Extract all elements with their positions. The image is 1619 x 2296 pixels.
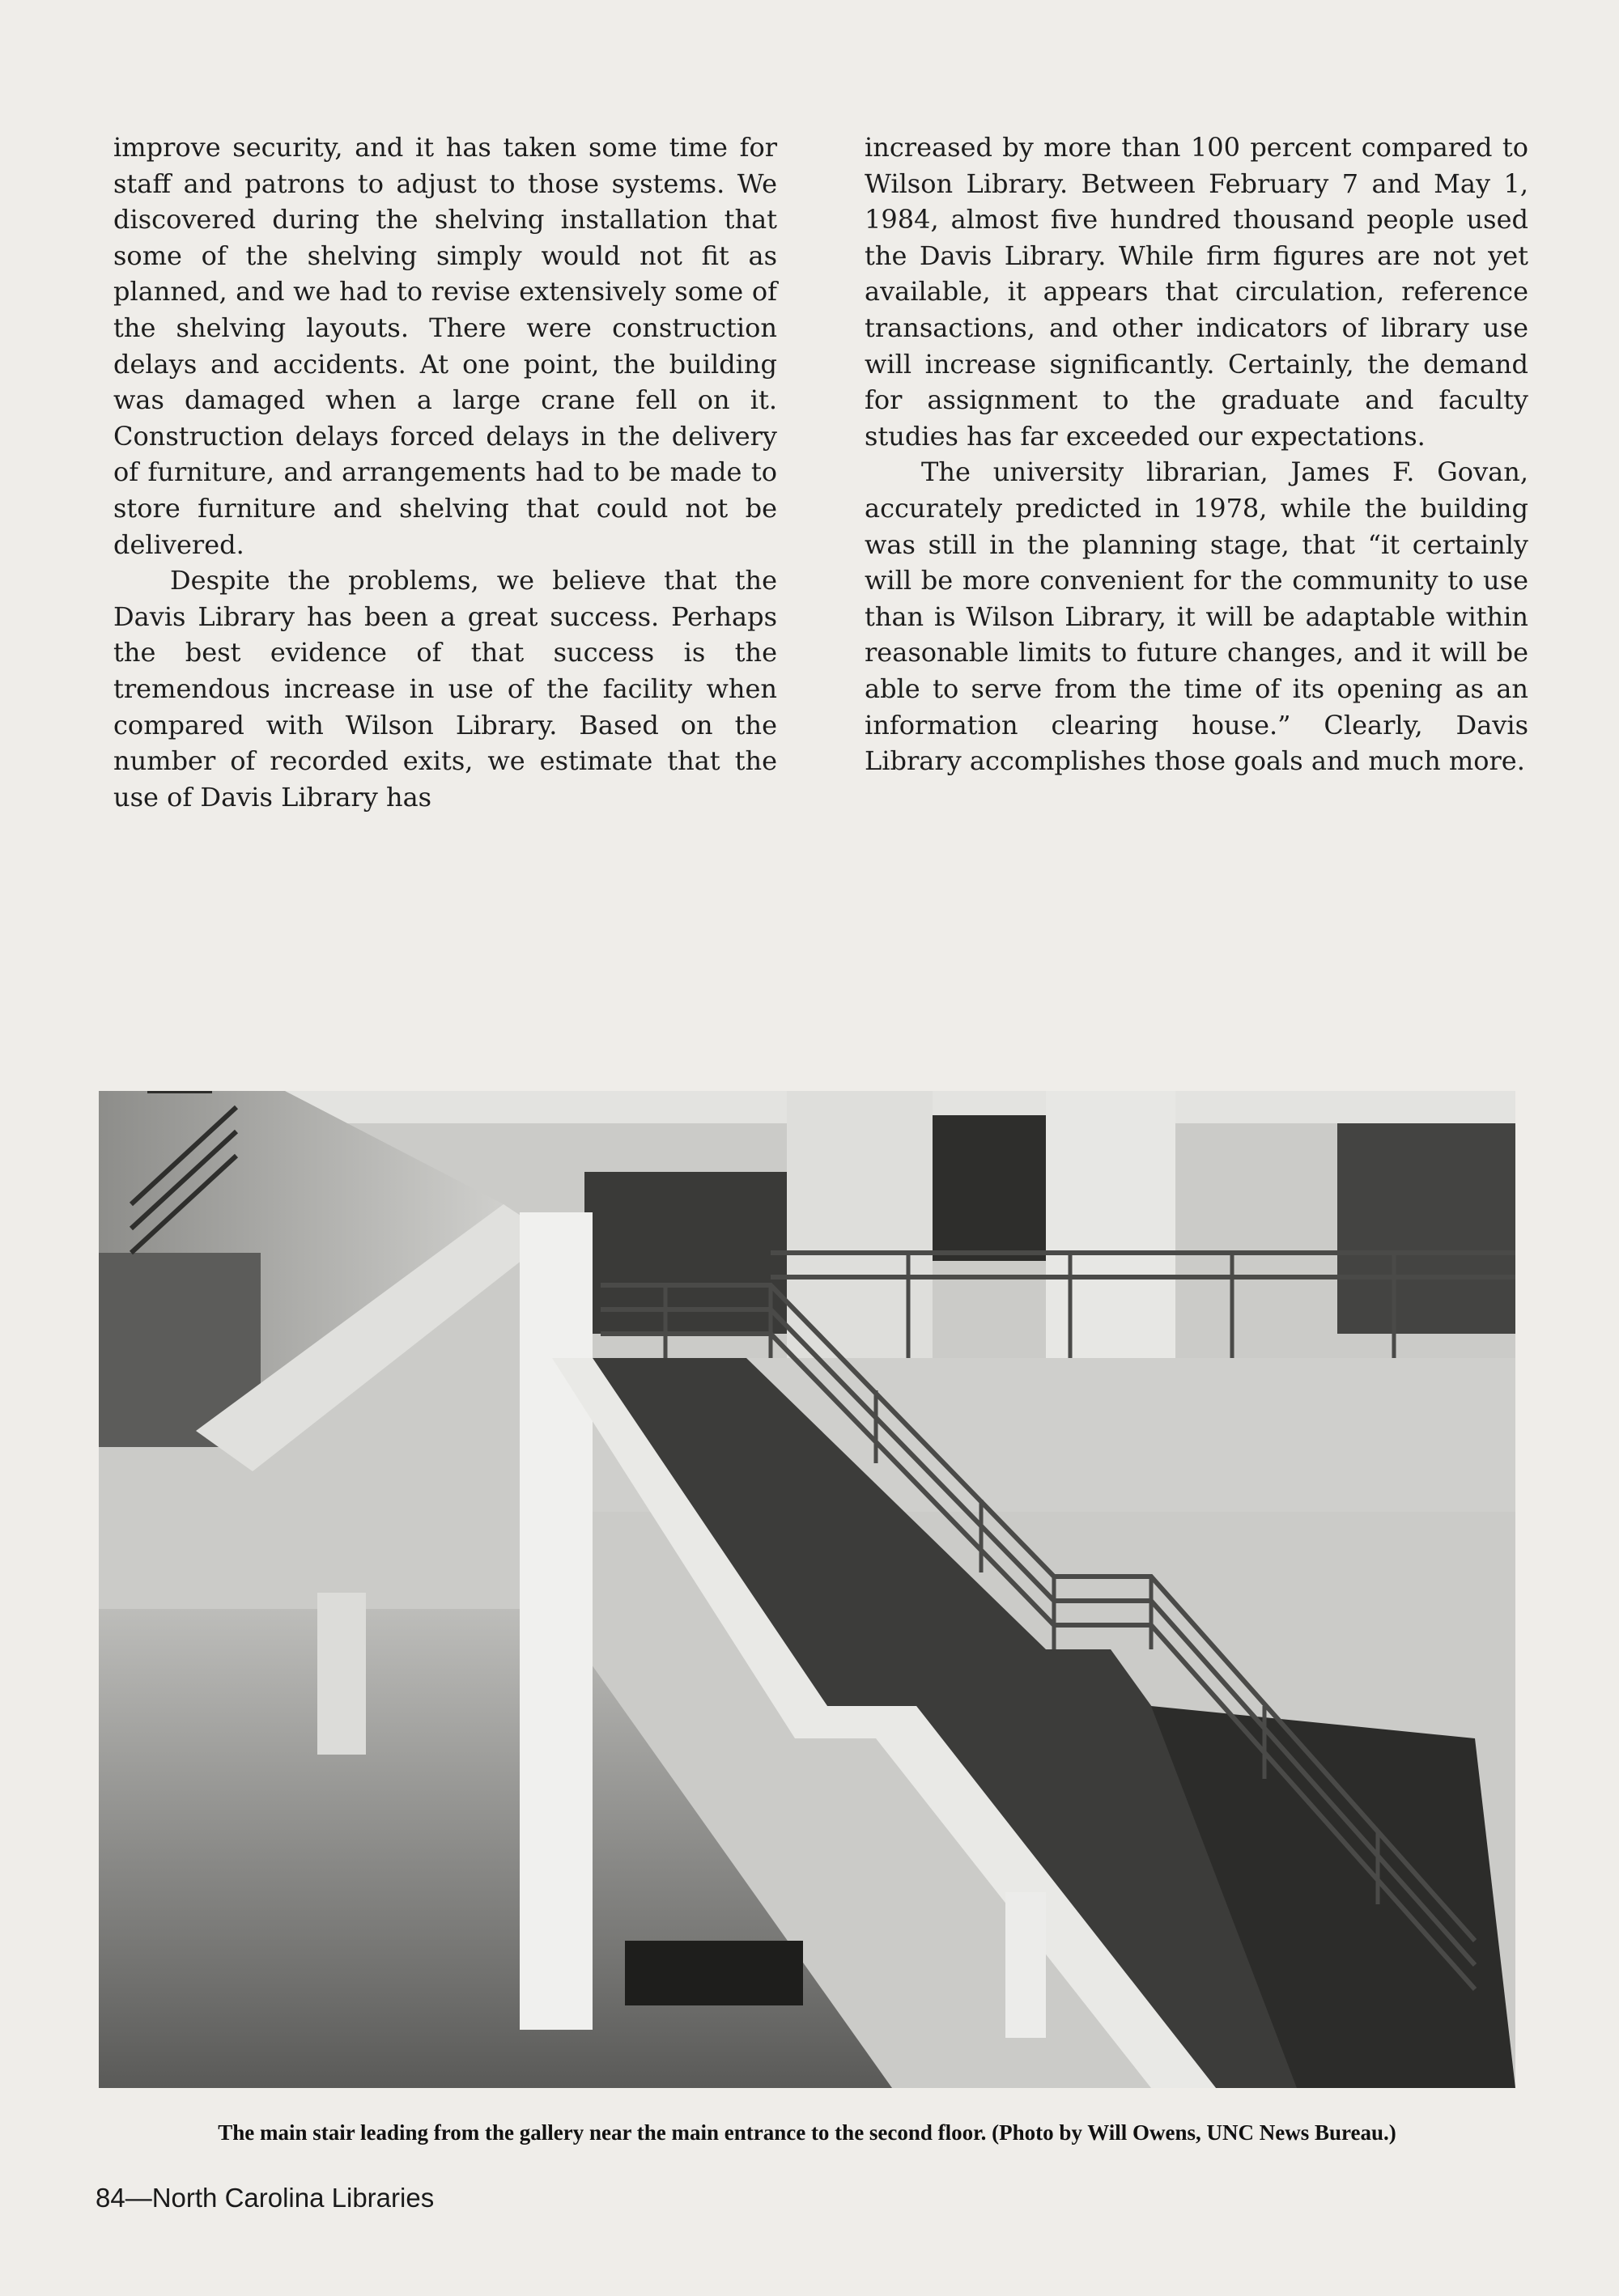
paragraph-govan-quote: The university librarian, James F. Govan, accurately predicted in 1978, while the building was still in the planning stage, that “it certainly will be more convenient for the community to use than is Wilson Library, it will be adaptable within reasonable limits to future changes, and it will be able to serve from the time of its opening as an information clearing house.” Clearly, Davis Library accomplishes those goals and much more. [865,456,1528,777]
article-column-right [865,129,1528,779]
paragraph-security: improve security, and it has taken some time for staff and patrons to adjust to those systems. We discovered during the shelving installation that some of the shelving simply would not fit as planned, and we had to revise extensively some of the shelving layouts. There were construction delays and accidents. At one point, the building was damaged when a large crane fell on it. Construction delays forced delays in the delivery of furniture, and arrangements had to be made to store furniture and shelving that could not be delivered. [113,132,777,560]
article-column-left [113,129,777,815]
paragraph-success: Despite the problems, we believe that the Davis Library has been a great success. Perhaps the best evidence of that success is the tremendous increase in use of the facility when compared with Wilson Library. Based on the number of recorded exits, we estimate that the use of Davis Library has [113,565,777,813]
stair-photograph [99,1091,1515,2088]
photo-caption: The main stair leading from the gallery near the main entrance to the second floor. (Photo by Will Owens, UNC News Bureau.) [218,2120,1396,2145]
page-footer: 84—North Carolina Libraries [96,2183,435,2213]
paragraph-usage-increase: increased by more than 100 percent compared to Wilson Library. Between February 7 and May 1, 1984, almost five hundred thousand people used the Davis Library. While firm figures are not yet available, it appears that circulation, reference transactions, and other indicators of library use will increase significantly. Certainly, the demand for assignment to the graduate and faculty studies has far exceeded our expectations. [865,132,1528,452]
